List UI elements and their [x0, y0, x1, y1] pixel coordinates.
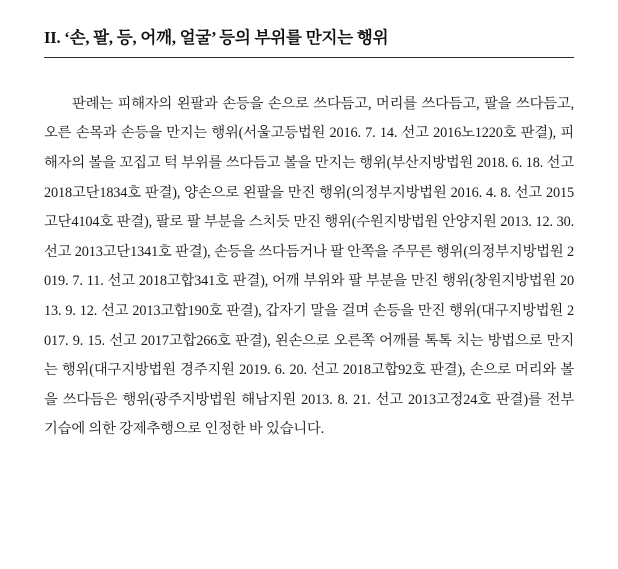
section-heading-block	[44, 26, 574, 82]
heading-underline	[44, 57, 574, 58]
section-heading: II. ‘손, 팔, 등, 어깨, 얼굴’ 등의 부위를 만지는 행위	[44, 28, 389, 47]
body-paragraph: 판례는 피해자의 왼팔과 손등을 손으로 쓰다듬고, 머리를 쓰다듬고, 팔을 쓰다듬고, 오른 손목과 손등을 만지는 행위(서울고등법원 2016. 7. 14. 선고 2016노1220호 판결), 피해자의 볼을 꼬집고 턱 부위를 쓰다듬고 볼을 만지는 행위(부산지방법원 2018. 6. 18. 선고 2018고단1834호 판결), 양손으로 왼팔을 만진 행위(의정부지방법원 2016. 4. 8. 선고 2015고단4104호 판결), 팔로 팔 부분을 스치듯 만진 행위(수원지방법원 안양지원 2013. 12. 30. 선고 2013고단1341호 판결), 손등을 쓰다듬거나 팔 안쪽을 주무른 행위(의정부지방법원 2019. 7. 11. 선고 2018고합341호 판결), 어깨 부위와 팔 부분을 만진 행위(창원지방법원 2013. 9. 12. 선고 2013고합190호 판결), 갑자기 말을 걸며 손등을 만진 행위(대구지방법원 2017. 9. 15. 선고 2017고합266호 판결), 왼손으로 오른쪽 어깨를 톡톡 치는 방법으로 만지는 행위(대구지방법원 경주지원 2019. 6. 20. 선고 2018고합92호 판결), 손으로 머리와 볼을 쓰다듬은 행위(광주지방법원 해남지원 2013. 8. 21. 선고 2013고정24호 판결)를 전부 기습에 의한 강제추행으로 인정한 바 있습니다.	[44, 95, 574, 438]
